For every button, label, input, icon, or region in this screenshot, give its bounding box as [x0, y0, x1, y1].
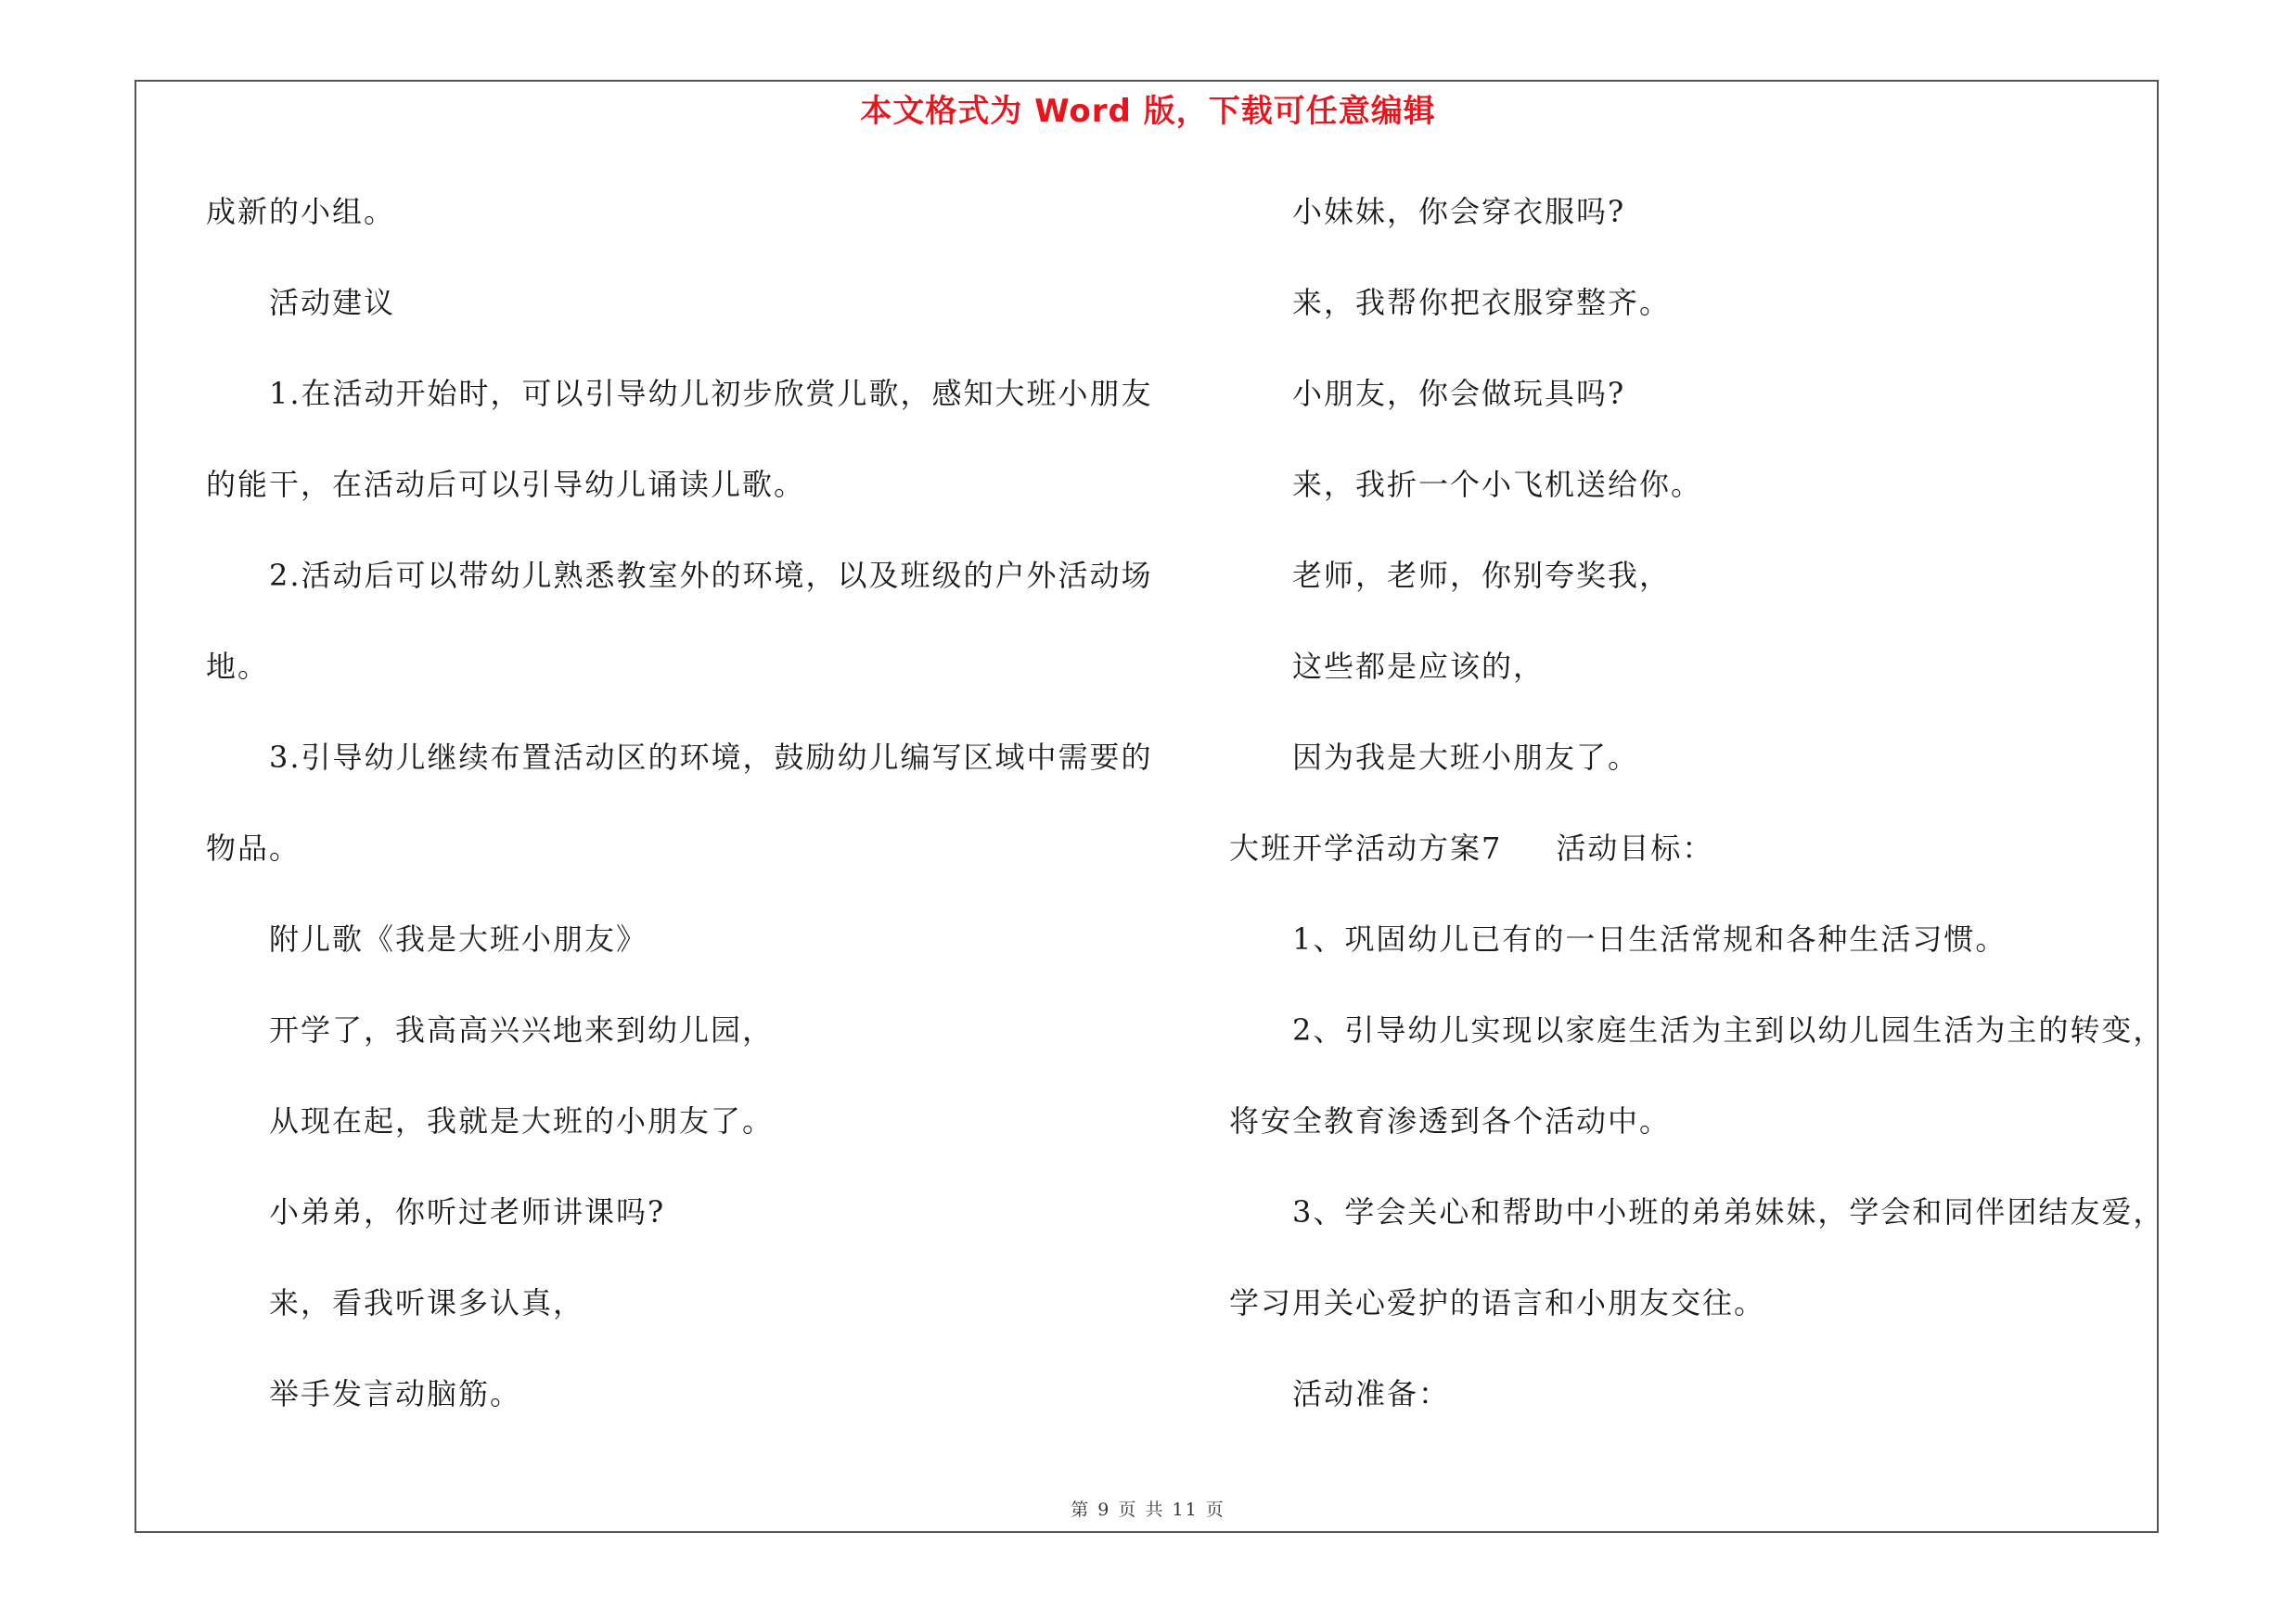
text-line: 将安全教育渗透到各个活动中。 [1229, 1103, 1672, 1139]
text-line: 地。 [206, 649, 270, 684]
poem-line: 举手发言动脑筋。 [269, 1376, 522, 1411]
poem-line: 来，我帮你把衣服穿整齐。 [1292, 285, 1672, 320]
poem-line: 来，看我听课多认真， [269, 1285, 585, 1320]
text-line: 1、巩固幼儿已有的一日生活常规和各种生活习惯。 [1292, 921, 2007, 957]
poem-line: 这些都是应该的， [1292, 649, 1546, 684]
text-line: 成新的小组。 [206, 194, 396, 229]
poem-line: 小朋友，你会做玩具吗? [1292, 376, 1626, 411]
section-heading: 活动建议 [269, 285, 396, 320]
text-line: 的能干，在活动后可以引导幼儿诵读儿歌。 [206, 467, 806, 502]
section-heading: 活动准备： [1292, 1376, 1451, 1411]
poem-line: 来，我折一个小飞机送给你。 [1292, 467, 1703, 502]
poem-line: 因为我是大班小朋友了。 [1292, 740, 1640, 775]
section-title-line [1229, 830, 1713, 867]
text-line: 2.活动后可以带幼儿熟悉教室外的环境，以及班级的户外活动场 [269, 558, 1153, 593]
text-line: 物品。 [206, 831, 301, 866]
poem-line: 老师，老师，你别夸奖我， [1292, 558, 1672, 593]
poem-line: 小弟弟，你听过老师讲课吗? [269, 1194, 666, 1230]
section-subtitle: 活动目标： [1556, 831, 1714, 866]
poem-line: 开学了，我高高兴兴地来到幼儿园， [269, 1012, 775, 1048]
text-line: 3、学会关心和帮助中小班的弟弟妹妹，学会和同伴团结友爱， [1292, 1194, 2165, 1230]
section-title: 大班开学活动方案7 [1229, 831, 1503, 866]
text-line: 1.在活动开始时，可以引导幼儿初步欣赏儿歌，感知大班小朋友 [269, 376, 1153, 411]
poem-line: 小妹妹，你会穿衣服吗? [1292, 194, 1626, 229]
page-number: 第 9 页 共 11 页 [1071, 1500, 1225, 1520]
header-banner: 本文格式为 Word 版，下载可任意编辑 [860, 93, 1436, 130]
text-line: 3.引导幼儿继续布置活动区的环境，鼓励幼儿编写区域中需要的 [269, 740, 1153, 775]
text-line: 学习用关心爱护的语言和小朋友交往。 [1229, 1285, 1766, 1320]
text-line: 2、引导幼儿实现以家庭生活为主到以幼儿园生活为主的转变， [1292, 1012, 2165, 1048]
poem-line: 从现在起，我就是大班的小朋友了。 [269, 1103, 775, 1139]
poem-title: 附儿歌《我是大班小朋友》 [269, 921, 648, 957]
